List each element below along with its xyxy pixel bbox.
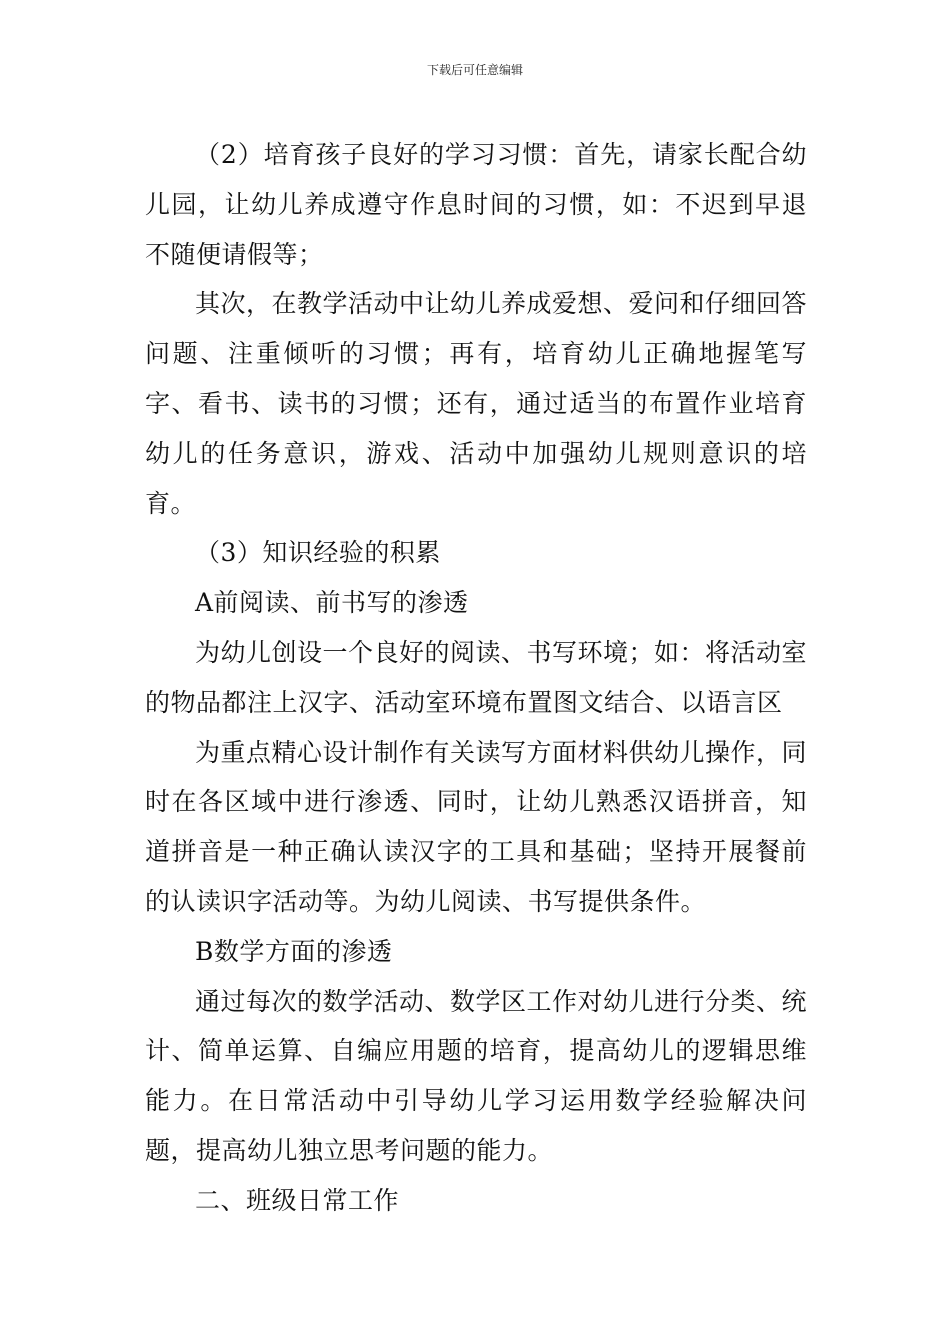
paragraph-math-activities: 通过每次的数学活动、数学区工作对幼儿进行分类、统计、简单运算、自编应用题的培育，提高幼儿的逻辑思维能力。在日常活动中引导幼儿学习运用数学经验解决问题，提高幼儿独立思考问题的能力。 bbox=[145, 986, 808, 1165]
paragraph-reading-materials: 为重点精心设计制作有关读写方面材料供幼儿操作，同时在各区域中进行渗透、同时，让幼儿熟悉汉语拼音，知道拼音是一种正确认读汉字的工具和基础；坚持开展餐前的认读识字活动等。为幼儿阅读、书写提供条件。 bbox=[145, 737, 808, 916]
heading-reading-writing: A前阅读、前书写的渗透 bbox=[195, 588, 469, 618]
paragraph-teaching-habits: 其次，在教学活动中让幼儿养成爱想、爱问和仔细回答问题、注重倾听的习惯；再有，培育幼儿正确地握笔写字、看书、读书的习惯；还有，通过适当的布置作业培育幼儿的任务意识，游戏、活动中加强幼儿规则意识的培育。 bbox=[145, 289, 808, 518]
paragraph-reading-environment: 为幼儿创设一个良好的阅读、书写环境；如：将活动室的物品都注上汉字、活动室环境布置图文结合、以语言区 bbox=[145, 637, 808, 717]
paragraph-habits: （2）培育孩子良好的学习习惯：首先，请家长配合幼儿园，让幼儿养成遵守作息时间的习惯，如：不迟到早退不随便请假等； bbox=[145, 140, 807, 269]
heading-daily-work: 二、班级日常工作 bbox=[195, 1185, 400, 1215]
page-header-note: 下载后可任意编辑 bbox=[426, 63, 523, 77]
document-body bbox=[145, 130, 807, 1226]
heading-math: B数学方面的渗透 bbox=[195, 936, 393, 966]
heading-knowledge-accumulation: （3）知识经验的积累 bbox=[195, 538, 441, 568]
